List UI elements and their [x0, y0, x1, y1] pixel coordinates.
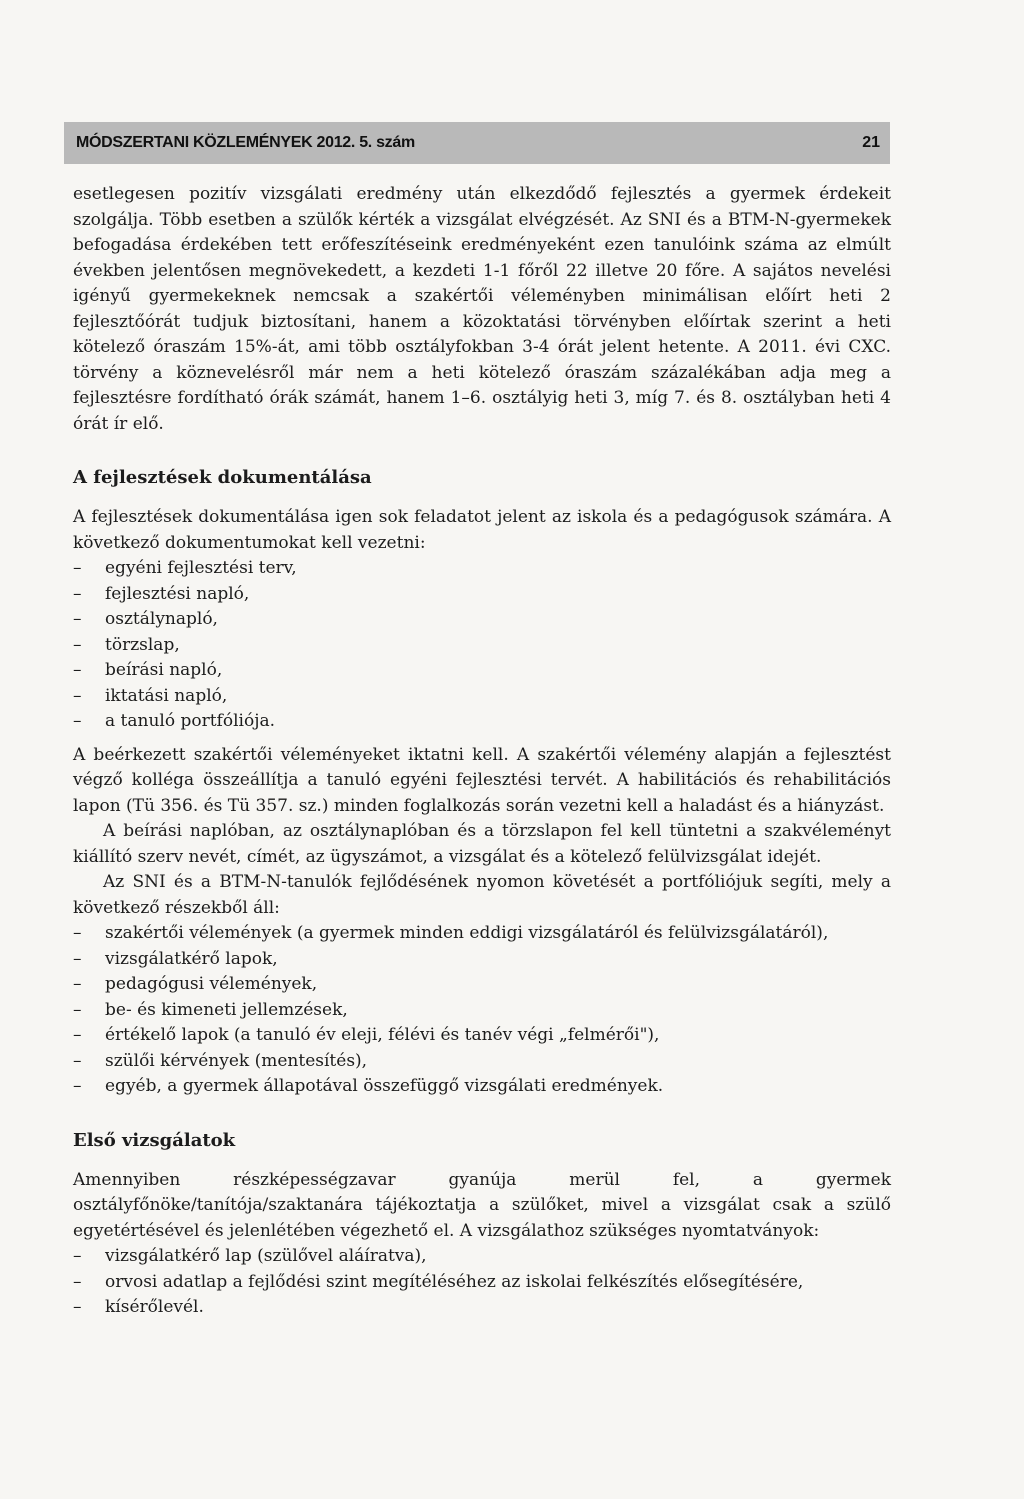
- list-dash: –: [73, 634, 82, 655]
- portfolio-list: [73, 921, 891, 1100]
- list-item-text: kísérőlevél.: [105, 1297, 204, 1317]
- list-dash: –: [73, 1025, 82, 1045]
- list-item: [73, 658, 891, 684]
- list-item: [73, 1049, 891, 1075]
- page-number: 21: [862, 134, 880, 151]
- list-dash: –: [73, 711, 82, 731]
- forms-list: [73, 1244, 891, 1321]
- journal-title: MÓDSZERTANI KÖZLEMÉNYEK 2012. 5. szám: [76, 134, 415, 151]
- list-item-text: beírási napló,: [105, 660, 223, 680]
- list-item-text: szülői kérvények (mentesítés),: [105, 1050, 368, 1071]
- document-list: [73, 556, 891, 735]
- list-item-text: pedagógusi vélemények,: [105, 974, 318, 994]
- list-dash: –: [73, 923, 82, 943]
- list-dash: –: [73, 1076, 82, 1096]
- paragraph: A fejlesztések dokumentálása igen sok feladatot jelent az iskola és a pedagógusok számára. A következő dokumentumokat kell vezetni:: [73, 507, 891, 553]
- list-item: [73, 633, 891, 659]
- list-item: [73, 1023, 891, 1049]
- section-heading-documentation: A fejlesztések dokumentálása: [73, 467, 372, 488]
- list-item: [73, 1244, 891, 1270]
- list-dash: –: [73, 609, 82, 629]
- intro-paragraph: esetlegesen pozitív vizsgálati eredmény után elkezdődő fejlesztés a gyermek érdekeit szolgálja. Több esetben a szülők kérték a vizsgálat elvégzését. Az SNI és a BTM-N-gyermekek befogadása érdekében tett erőfeszítéseink eredményeként ezen tanulóink száma az elmúlt években jelentősen megnövekedett, a kezdeti 1-1 főről 22 illetve 20 főre. A sajátos nevelési igényű gyermekeknek nemcsak a szakértői véleményben minimálisan előírt heti 2 fejlesztőórát tudjuk biztosítani, hanem a közoktatási törvényben előírtak szerint a heti kötelező óraszám 15%-át, ami több osztályfokban 3-4 órát jelent hetente. A 2011. évi CXC. törvény a köznevelésről már nem a heti kötelező óraszám százalékában adja meg a fejlesztésre fordítható órák számát, hanem 1–6. osztályig heti 3, míg 7. és 8. osztályban heti 4 órát ír elő.: [73, 184, 891, 434]
- list-item: [73, 972, 891, 998]
- list-item: [73, 556, 891, 582]
- list-item-text: orvosi adatlap a fejlődési szint megítéléséhez az iskolai felkészítés elősegítésére,: [105, 1271, 804, 1292]
- list-item-text: vizsgálatkérő lapok,: [105, 948, 278, 969]
- list-item-text: vizsgálatkérő lap (szülővel aláíratva),: [105, 1246, 427, 1266]
- list-item-text: fejlesztési napló,: [105, 583, 250, 604]
- list-item: [73, 607, 891, 633]
- list-item-text: iktatási napló,: [105, 685, 228, 706]
- list-dash: –: [73, 999, 82, 1020]
- list-item: [73, 921, 891, 947]
- list-item: [73, 582, 891, 608]
- paragraph: A beérkezett szakértői véleményeket iktatni kell. A szakértői vélemény alapján a fejlesztést végző kolléga összeállítja a tanuló egyéni fejlesztési tervét. A habilitációs és rehabilitációs lapon (Tü 356. és Tü 357. sz.) minden foglalkozás során vezetni kell a haladást és a hiányzást.: [73, 744, 891, 816]
- running-header: [64, 122, 890, 164]
- list-item: [73, 1074, 891, 1100]
- list-item-text: be- és kimeneti jellemzések,: [105, 999, 348, 1020]
- list-dash: –: [73, 1246, 82, 1266]
- list-item-text: törzslap,: [105, 634, 180, 655]
- list-item: [73, 709, 891, 735]
- list-item: [73, 998, 891, 1024]
- section-heading-first-examinations: Első vizsgálatok: [73, 1129, 236, 1151]
- list-dash: –: [73, 558, 82, 578]
- paragraph: Amennyiben részképességzavar gyanúja merül fel, a gyermek osztályfőnöke/tanítója/szaktanára tájékoztatja a szülőket, mivel a vizsgálat csak a szülő egyetértésével és jelenlétében végezhető el. A vizsgálathoz szükséges nyomtatványok:: [73, 1169, 891, 1241]
- list-dash: –: [73, 1050, 82, 1071]
- list-dash: –: [73, 583, 82, 604]
- list-item-text: a tanuló portfóliója.: [105, 711, 275, 731]
- list-item: [73, 947, 891, 973]
- list-item-text: egyéb, a gyermek állapotával összefüggő vizsgálati eredmények.: [105, 1076, 664, 1096]
- list-dash: –: [73, 948, 82, 969]
- body-text: [73, 182, 891, 1321]
- list-item-text: egyéni fejlesztési terv,: [105, 558, 297, 578]
- list-dash: –: [73, 1297, 82, 1317]
- list-item: [73, 1295, 891, 1321]
- list-dash: –: [73, 1271, 82, 1292]
- list-item-text: értékelő lapok (a tanuló év eleji, félévi és tanév végi „felmérői"),: [105, 1025, 660, 1045]
- paragraph: Az SNI és a BTM-N-tanulók fejlődésének nyomon követését a portfóliójuk segíti, mely a következő részekből áll:: [73, 872, 891, 918]
- list-dash: –: [73, 974, 82, 994]
- list-item-text: osztálynapló,: [105, 609, 218, 629]
- paragraph: A beírási naplóban, az osztálynaplóban és a törzslapon fel kell tüntetni a szakvéleményt kiállító szerv nevét, címét, az ügyszámot, a vizsgálat és a kötelező felülvizsgálat idejét.: [73, 821, 891, 867]
- list-dash: –: [73, 685, 82, 706]
- list-dash: –: [73, 660, 82, 680]
- list-item: [73, 684, 891, 710]
- list-item-text: szakértői vélemények (a gyermek minden eddigi vizsgálatáról és felülvizsgálatáról),: [105, 923, 829, 943]
- list-item: [73, 1270, 891, 1296]
